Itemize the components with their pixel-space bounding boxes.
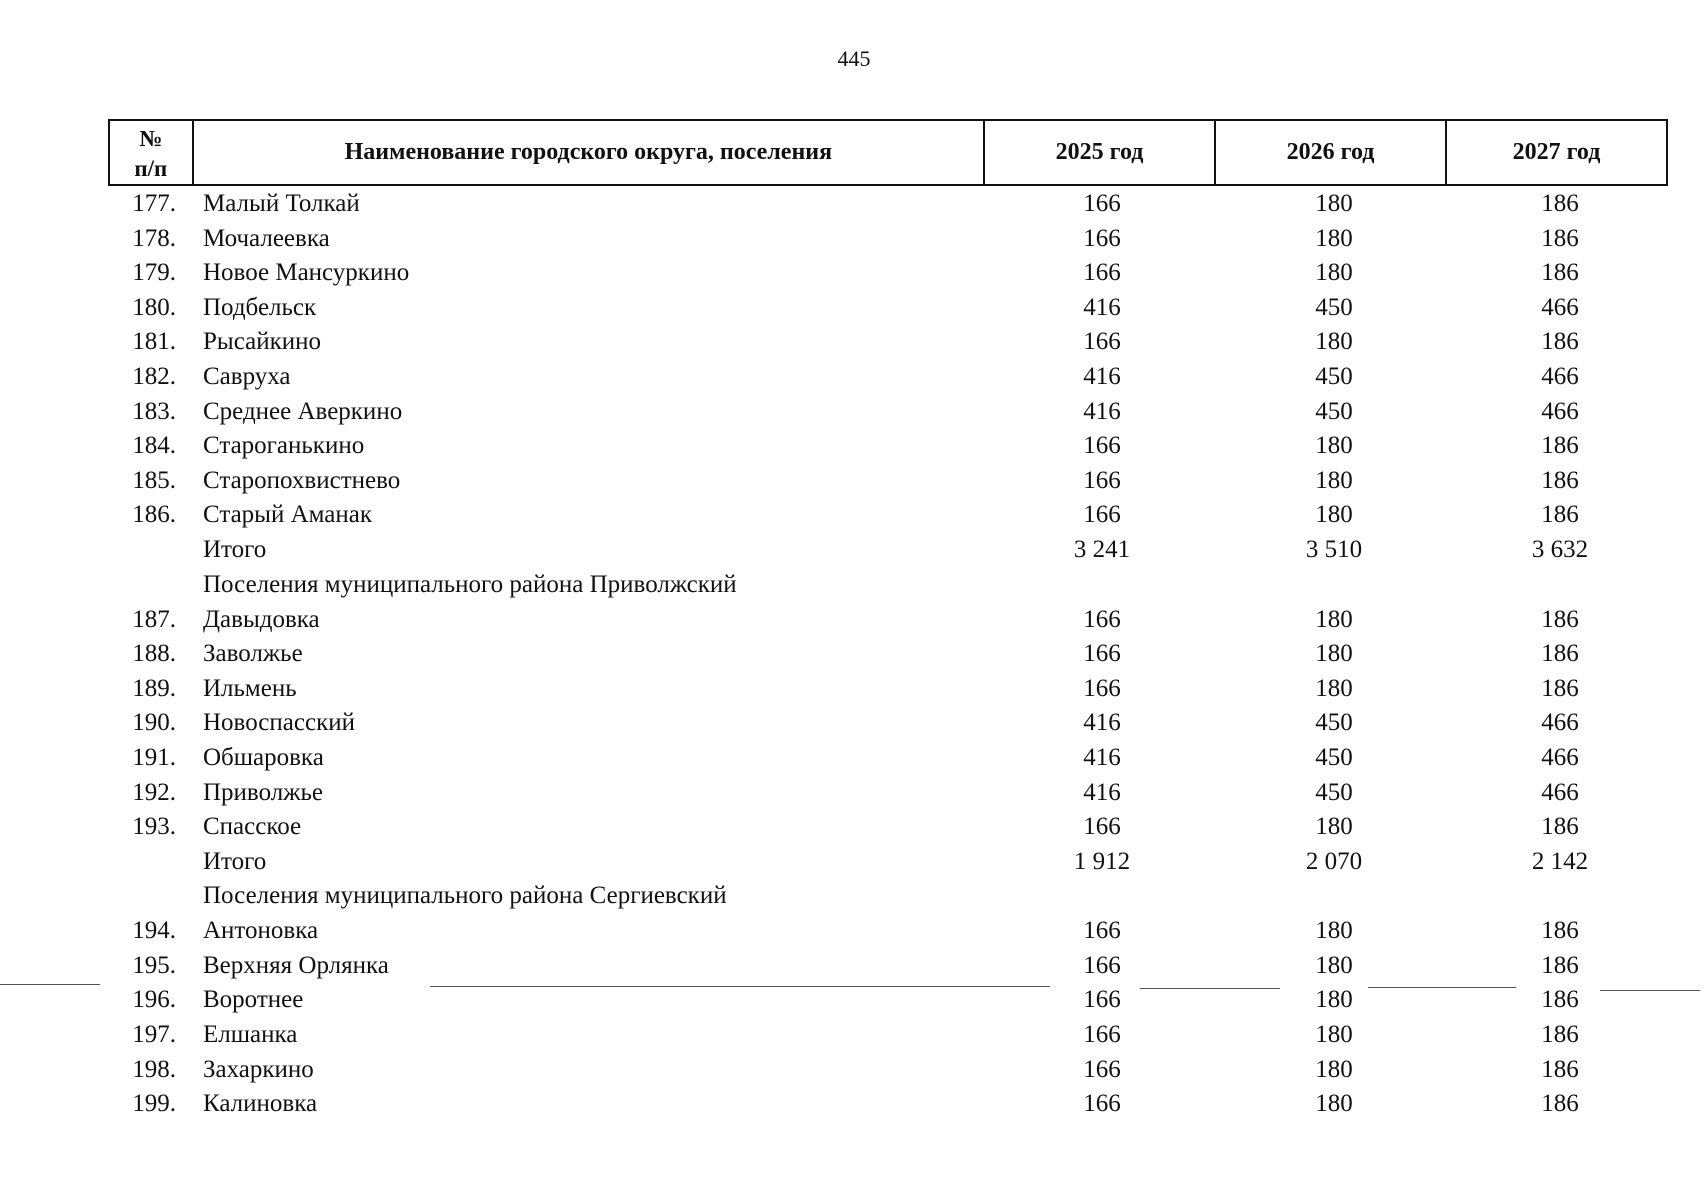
row-number: 191. [132, 743, 176, 771]
table-row [0, 222, 1708, 257]
row-name: Рысайкино [203, 328, 321, 356]
table-row [0, 949, 1708, 984]
row-name: Подбельск [203, 293, 317, 321]
table-row [0, 395, 1708, 430]
row-name: Давыдовка [203, 605, 320, 633]
value-2025: 1 912 [1073, 847, 1131, 875]
value-2027: 2 142 [1531, 847, 1589, 875]
header-number-column [110, 121, 194, 184]
value-2025: 416 [1083, 709, 1121, 737]
value-2025: 166 [1083, 986, 1121, 1014]
row-name: Новое Мансуркино [203, 259, 410, 287]
table-header [108, 119, 1668, 186]
value-2026: 180 [1315, 1090, 1353, 1118]
value-2025: 416 [1083, 778, 1121, 806]
table-row [0, 810, 1708, 845]
value-2027: 466 [1541, 293, 1579, 321]
value-2027: 3 632 [1531, 535, 1589, 563]
table-row [0, 325, 1708, 360]
row-name: Приволжье [203, 778, 323, 806]
row-number: 181. [132, 328, 176, 356]
value-2027: 186 [1541, 951, 1579, 979]
row-name: Итого [203, 535, 267, 563]
value-2025: 166 [1083, 1055, 1121, 1083]
value-2026: 180 [1315, 466, 1353, 494]
row-number: 192. [132, 778, 176, 806]
row-number: 187. [132, 605, 176, 633]
value-2027: 466 [1541, 362, 1579, 390]
value-2027: 186 [1541, 986, 1579, 1014]
value-2026: 180 [1315, 190, 1353, 217]
value-2026: 450 [1315, 397, 1353, 425]
scan-artifact-line [430, 986, 1050, 987]
value-2026: 180 [1315, 605, 1353, 633]
header-number-symbol: № [139, 125, 163, 151]
value-2025: 416 [1083, 743, 1121, 771]
table-row [0, 291, 1708, 326]
value-2026: 2 070 [1305, 847, 1363, 875]
table-row [0, 914, 1708, 949]
value-2026: 180 [1315, 813, 1353, 841]
table-row [0, 1087, 1708, 1122]
value-2026: 180 [1315, 986, 1353, 1014]
value-2027: 186 [1541, 259, 1579, 287]
row-name: Заволжье [203, 640, 303, 668]
table-row [0, 983, 1708, 1018]
row-name: Среднее Аверкино [203, 397, 403, 425]
row-name: Итого [203, 847, 267, 875]
value-2026: 180 [1315, 917, 1353, 945]
row-number: 186. [132, 501, 176, 529]
section-heading-row [0, 568, 1708, 603]
row-number: 183. [132, 397, 176, 425]
value-2025: 166 [1083, 640, 1121, 668]
row-number: 195. [132, 951, 176, 979]
value-2025: 166 [1083, 432, 1121, 460]
value-2025: 166 [1083, 501, 1121, 529]
value-2026: 180 [1315, 674, 1353, 702]
value-2025: 166 [1083, 951, 1121, 979]
row-number: 185. [132, 466, 176, 494]
value-2026: 450 [1315, 743, 1353, 771]
value-2026: 180 [1315, 951, 1353, 979]
row-number: 189. [132, 674, 176, 702]
row-name: Верхняя Орлянка [203, 951, 389, 979]
value-2025: 3 241 [1073, 535, 1131, 563]
value-2027: 186 [1541, 640, 1579, 668]
row-name: Старопохвистнево [203, 466, 401, 494]
row-number: 188. [132, 640, 176, 668]
value-2026: 180 [1315, 640, 1353, 668]
table-row [0, 776, 1708, 811]
value-2027: 466 [1541, 778, 1579, 806]
row-name: Старый Аманак [203, 501, 373, 529]
value-2026: 180 [1315, 1055, 1353, 1083]
row-number: 190. [132, 709, 176, 737]
value-2027: 186 [1541, 813, 1579, 841]
value-2025: 166 [1083, 813, 1121, 841]
value-2026: 180 [1315, 432, 1353, 460]
value-2025: 166 [1083, 917, 1121, 945]
header-number-abbrev: п/п [134, 155, 168, 181]
value-2027: 186 [1541, 917, 1579, 945]
row-name: Воротнее [203, 986, 304, 1014]
value-2026: 180 [1315, 224, 1353, 252]
value-2025: 416 [1083, 293, 1121, 321]
table-row [0, 741, 1708, 776]
value-2027: 466 [1541, 397, 1579, 425]
value-2025: 166 [1083, 224, 1121, 252]
table-row [0, 360, 1708, 395]
row-name: Антоновка [203, 917, 319, 945]
value-2026: 3 510 [1305, 535, 1363, 563]
value-2026: 180 [1315, 501, 1353, 529]
value-2027: 186 [1541, 674, 1579, 702]
row-name: Новоспасский [203, 709, 355, 737]
value-2025: 166 [1083, 1090, 1121, 1118]
row-name: Захаркино [203, 1055, 314, 1083]
row-number: 197. [132, 1021, 176, 1049]
table-row [0, 672, 1708, 707]
value-2025: 166 [1083, 259, 1121, 287]
header-year-2027: 2027 год [1512, 139, 1601, 165]
value-2027: 186 [1541, 1090, 1579, 1118]
scan-artifact-line [1600, 990, 1700, 991]
value-2026: 450 [1315, 362, 1353, 390]
value-2027: 466 [1541, 709, 1579, 737]
row-number: 198. [132, 1055, 176, 1083]
value-2025: 166 [1083, 605, 1121, 633]
row-name: Малый Толкай [203, 190, 360, 217]
table-row [0, 256, 1708, 291]
row-number: 193. [132, 813, 176, 841]
row-name: Елшанка [203, 1021, 298, 1049]
header-name-column: Наименование городского округа, поселения [194, 121, 985, 184]
row-name: Спасское [203, 813, 302, 841]
value-2027: 186 [1541, 605, 1579, 633]
row-number: 179. [132, 259, 176, 287]
row-number: 177. [132, 190, 176, 217]
row-name: Поселения муниципального района Приволжский [203, 570, 737, 598]
value-2025: 166 [1083, 190, 1121, 217]
row-name: Староганькино [203, 432, 365, 460]
total-row [0, 533, 1708, 568]
value-2026: 450 [1315, 778, 1353, 806]
value-2025: 416 [1083, 362, 1121, 390]
value-2027: 186 [1541, 1055, 1579, 1083]
table-row [0, 464, 1708, 499]
scan-artifact-line [0, 984, 100, 985]
row-name: Мочалеевка [203, 224, 330, 252]
table-row [0, 498, 1708, 533]
value-2025: 166 [1083, 328, 1121, 356]
table-row [0, 1018, 1708, 1053]
row-number: 199. [132, 1090, 176, 1118]
header-year-2026: 2026 год [1216, 121, 1447, 184]
table-row [0, 429, 1708, 464]
value-2027: 186 [1541, 328, 1579, 356]
row-name: Поселения муниципального района Сергиевский [203, 882, 727, 910]
table-row [0, 706, 1708, 741]
value-2026: 180 [1315, 1021, 1353, 1049]
value-2027: 186 [1541, 466, 1579, 494]
value-2027: 466 [1541, 743, 1579, 771]
row-name: Савруха [203, 362, 291, 390]
value-2025: 166 [1083, 1021, 1121, 1049]
value-2026: 450 [1315, 709, 1353, 737]
row-name: Обшаровка [203, 743, 324, 771]
row-name: Ильмень [203, 674, 297, 702]
value-2026: 450 [1315, 293, 1353, 321]
table-row [0, 187, 1708, 222]
value-2027: 186 [1541, 190, 1579, 217]
table-row [0, 603, 1708, 638]
scan-artifact-line [1140, 988, 1280, 989]
value-2026: 180 [1315, 259, 1353, 287]
row-number: 182. [132, 362, 176, 390]
total-row [0, 845, 1708, 880]
table-row [0, 1053, 1708, 1088]
value-2027: 186 [1541, 432, 1579, 460]
header-year-2025: 2025 год [985, 121, 1216, 184]
value-2027: 186 [1541, 1021, 1579, 1049]
row-name: Калиновка [203, 1090, 318, 1118]
table-row [0, 637, 1708, 672]
value-2027: 186 [1541, 501, 1579, 529]
row-number: 184. [132, 432, 176, 460]
section-heading-row [0, 879, 1708, 914]
row-number: 180. [132, 293, 176, 321]
value-2025: 166 [1083, 674, 1121, 702]
value-2025: 166 [1083, 466, 1121, 494]
row-number: 194. [132, 917, 176, 945]
row-number: 196. [132, 986, 176, 1014]
page-number: 445 [837, 46, 871, 71]
value-2027: 186 [1541, 224, 1579, 252]
table-body [0, 187, 1708, 1122]
value-2025: 416 [1083, 397, 1121, 425]
row-number: 178. [132, 224, 176, 252]
scan-artifact-line [1368, 987, 1516, 988]
value-2026: 180 [1315, 328, 1353, 356]
